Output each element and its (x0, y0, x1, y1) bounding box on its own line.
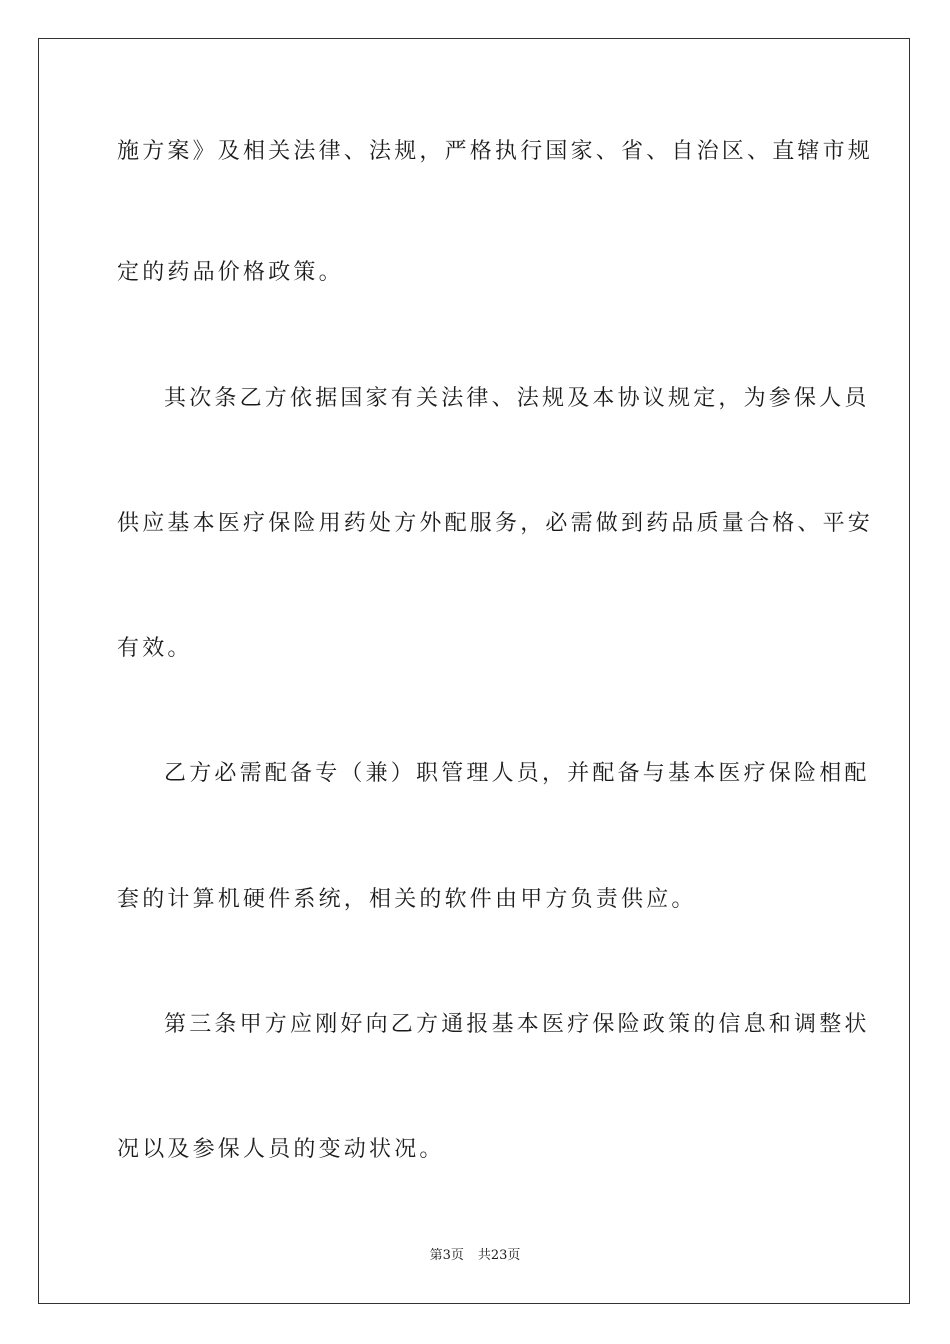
paragraph-line: 施方案》及相关法律、法规，严格执行国家、省、自治区、直辖市规 (117, 139, 874, 164)
total-page-count: 共23页 (477, 1248, 521, 1263)
current-page-number: 第3页 (429, 1248, 464, 1263)
paragraph-line: 其次条乙方依据国家有关法律、法规及本协议规定，为参保人员 (164, 386, 870, 411)
paragraph-line: 有效。 (117, 636, 193, 661)
paragraph-line: 第三条甲方应刚好向乙方通报基本医疗保险政策的信息和调整状 (164, 1012, 870, 1037)
page-border (38, 38, 910, 1304)
page-footer (0, 1247, 950, 1265)
paragraph-line: 定的药品价格政策。 (117, 260, 344, 285)
paragraph-line: 况以及参保人员的变动状况。 (117, 1137, 445, 1162)
paragraph-line: 供应基本医疗保险用药处方外配服务，必需做到药品质量合格、平安 (117, 511, 874, 536)
paragraph-line: 套的计算机硬件系统，相关的软件由甲方负责供应。 (117, 887, 697, 912)
paragraph-line: 乙方必需配备专（兼）职管理人员，并配备与基本医疗保险相配 (164, 761, 870, 786)
